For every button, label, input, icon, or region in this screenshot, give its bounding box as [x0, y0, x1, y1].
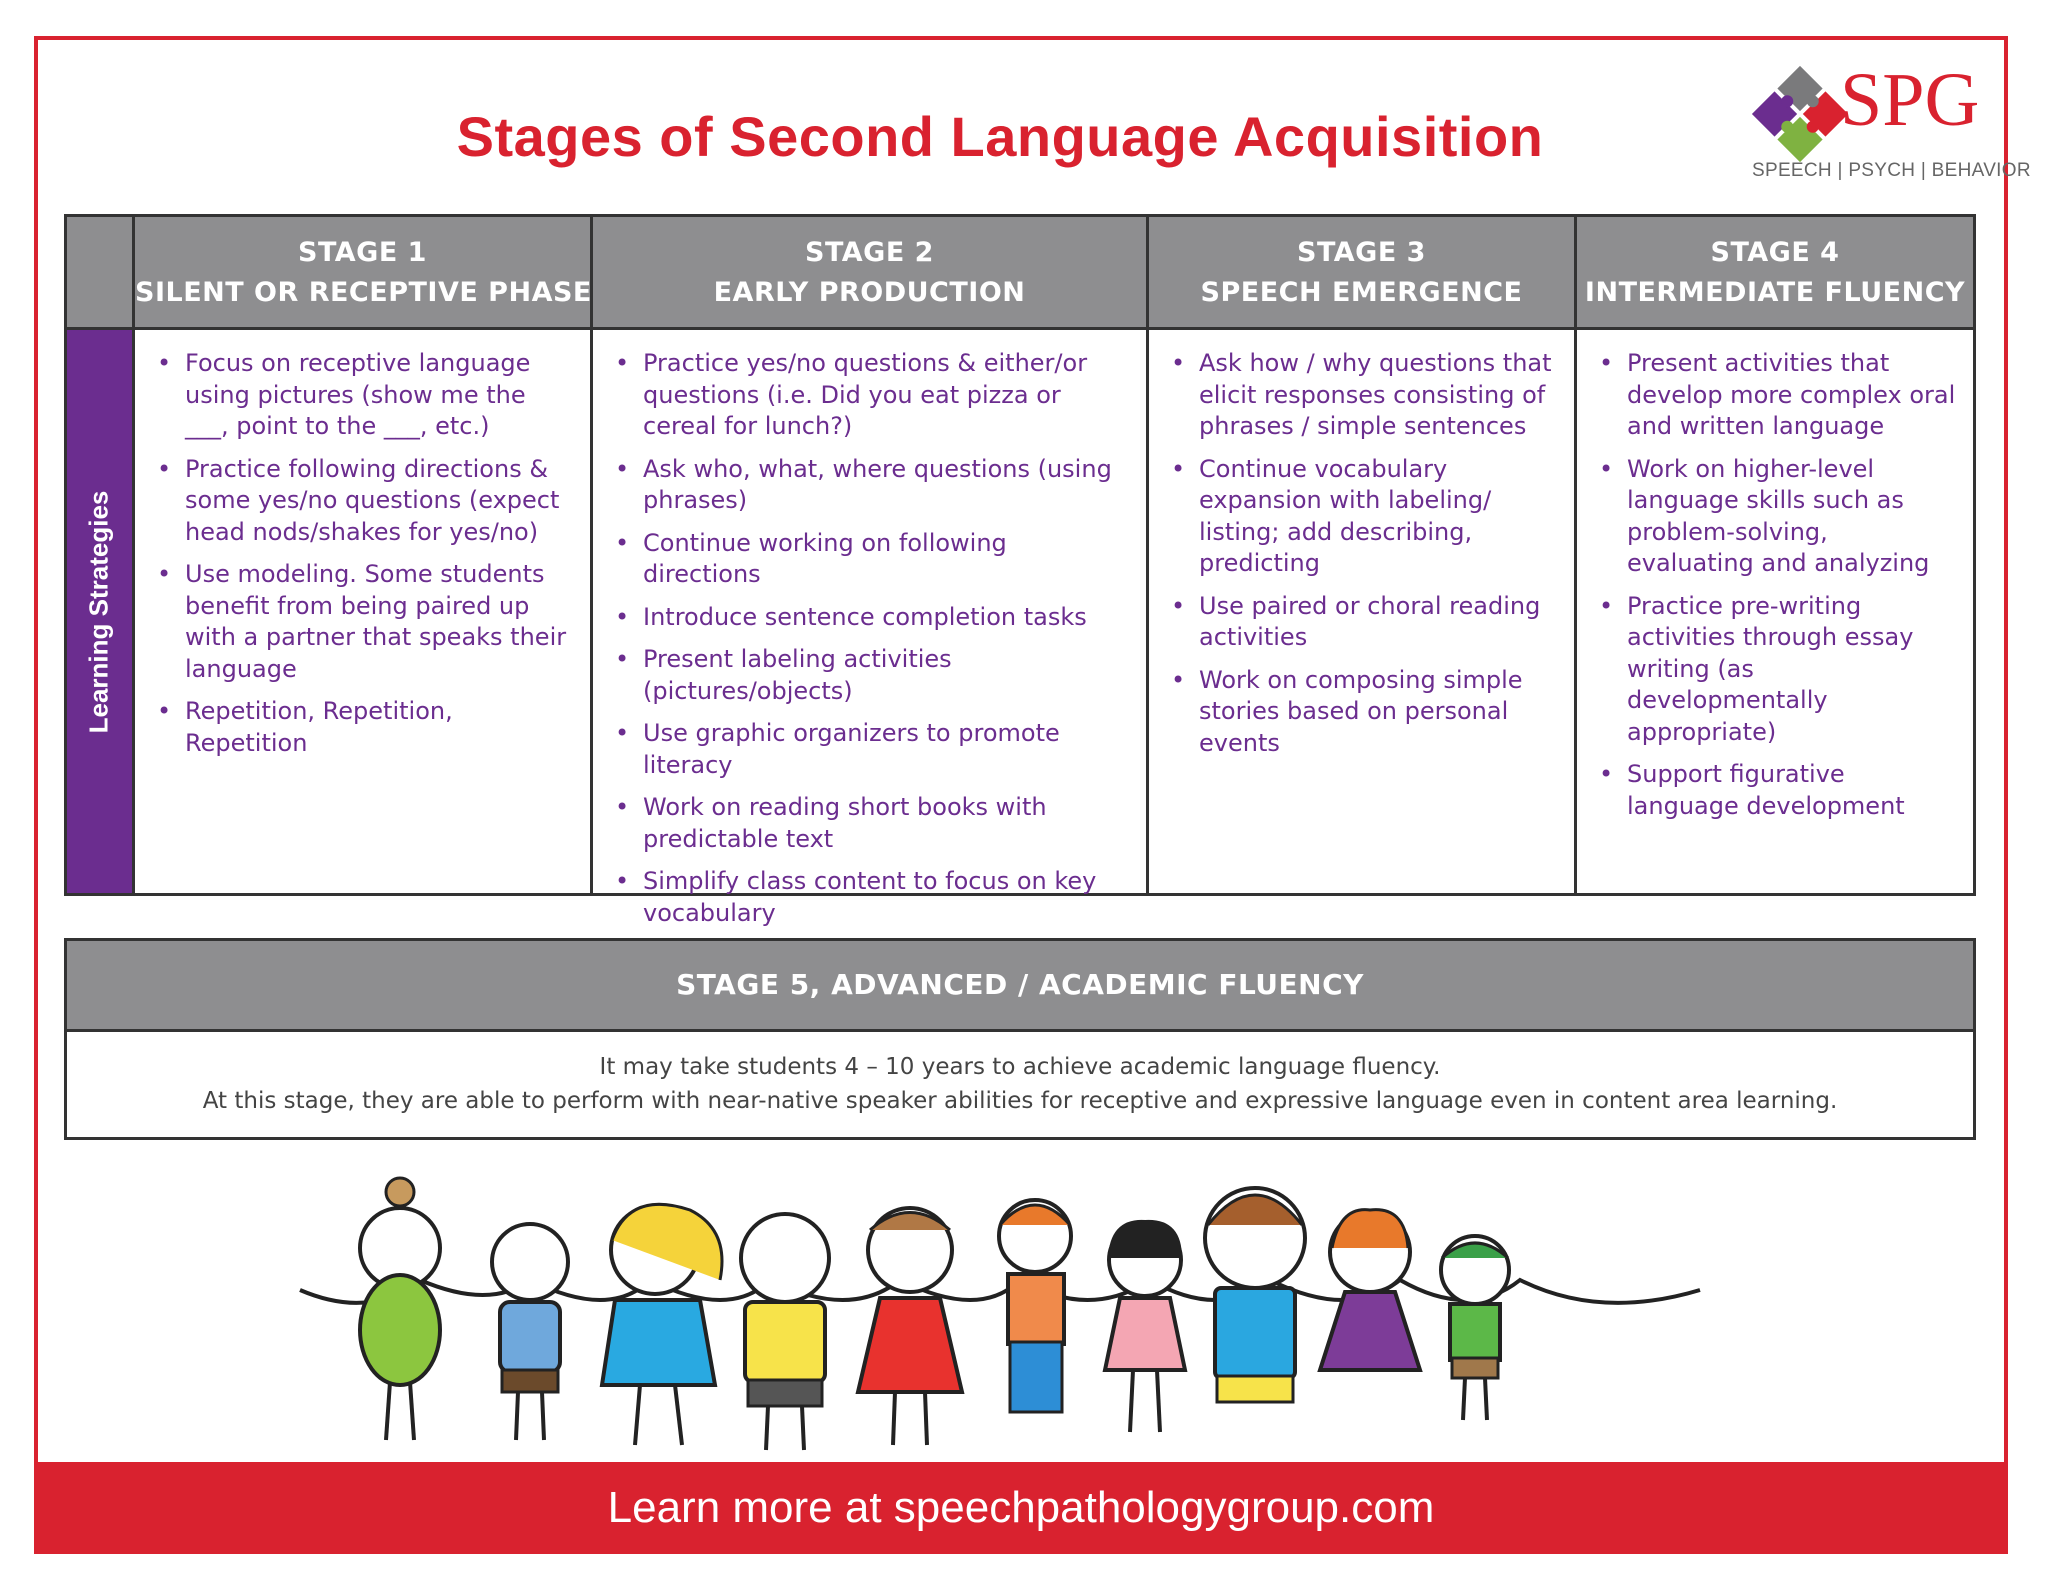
list-item: • Continue vocabulary expansion with labeling/ listing; add describing, predicting: [1199, 454, 1558, 580]
list-item: • Use paired or choral reading activities: [1199, 591, 1558, 654]
stage-5-line-1: It may take students 4 – 10 years to achieve academic language fluency.: [599, 1054, 1441, 1080]
child-figure-6: [999, 1200, 1071, 1412]
stage-3-list: [1149, 330, 1574, 759]
logo-text: SPG: [1840, 58, 1980, 142]
list-item: • Work on reading short books with predictable text: [643, 792, 1130, 855]
list-item: • Ask how / why questions that elicit responses consisting of phrases / simple sentences: [1199, 348, 1558, 443]
child-figure-10: [1441, 1236, 1509, 1420]
list-item: • Present activities that develop more complex oral and written language: [1627, 348, 1957, 443]
child-figure-3: [602, 1204, 722, 1445]
stage-2-name: EARLY PRODUCTION: [713, 277, 1026, 308]
child-figure-1: [360, 1178, 440, 1440]
stage-5-box: [64, 938, 1976, 1140]
list-item: • Work on composing simple stories based on personal events: [1199, 665, 1558, 760]
stage-4-header: [1577, 217, 1973, 330]
child-figure-5: [858, 1208, 962, 1445]
stage-1-column: [135, 217, 593, 893]
list-item: • Use modeling. Some students benefit from being paired up with a partner that speaks their language: [185, 559, 574, 685]
side-header-cell: [67, 217, 135, 330]
stage-4-column: [1577, 217, 1973, 893]
child-figure-4: [741, 1214, 829, 1450]
children-holding-hands-illustration: [290, 1170, 1710, 1460]
child-figure-8: [1205, 1188, 1305, 1402]
learning-strategies-column: [67, 330, 135, 893]
logo-subtitle: SPEECH | PSYCH | BEHAVIOR: [1752, 160, 2031, 181]
stages-table: [64, 214, 1976, 927]
stage-1-header: [135, 217, 590, 330]
stage-3-header: [1149, 217, 1574, 330]
stage-5-line-2: At this stage, they are able to perform with near-native speaker abilities for receptive and expressive language even in content area learning.: [202, 1088, 1838, 1114]
child-figure-2: [492, 1224, 568, 1440]
stage-3-name: SPEECH EMERGENCE: [1200, 277, 1523, 308]
stage-2-number: STAGE 2: [805, 237, 934, 268]
stage-3-number: STAGE 3: [1297, 237, 1426, 268]
stage-4-name: INTERMEDIATE FLUENCY: [1584, 277, 1966, 308]
child-figure-9: [1320, 1210, 1420, 1370]
list-item: • Focus on receptive language using pictures (show me the ___, point to the ___, etc.): [185, 348, 574, 443]
page-title: Stages of Second Language Acquisition: [456, 105, 1544, 168]
list-item: • Ask who, what, where questions (using phrases): [643, 454, 1130, 517]
stage-5-body: [67, 1032, 1973, 1118]
footer-banner: Learn more at speechpathologygroup.com: [34, 1462, 2008, 1554]
list-item: • Repetition, Repetition, Repetition: [185, 696, 574, 759]
stage-1-name: SILENT OR RECEPTIVE PHASE: [135, 277, 592, 308]
stage-3-column: [1149, 217, 1577, 893]
list-item: • Practice pre-writing activities through essay writing (as developmentally appropriate): [1627, 591, 1957, 749]
list-item: • Continue working on following directions: [643, 528, 1130, 591]
list-item: • Present labeling activities (pictures/objects): [643, 644, 1130, 707]
list-item: • Use graphic organizers to promote literacy: [643, 718, 1130, 781]
list-item: • Practice following directions & some yes/no questions (expect head nods/shakes for yes/no): [185, 454, 574, 549]
list-item: • Work on higher-level language skills such as problem-solving, evaluating and analyzing: [1627, 454, 1957, 580]
list-item: • Practice yes/no questions & either/or questions (i.e. Did you eat pizza or cereal for lunch?): [643, 348, 1130, 443]
stage-2-header: [593, 217, 1146, 330]
stage-1-number: STAGE 1: [298, 237, 427, 268]
stage-1-list: [135, 330, 590, 759]
stage-5-header: STAGE 5, ADVANCED / ACADEMIC FLUENCY: [67, 941, 1973, 1032]
child-figure-7: [1105, 1220, 1185, 1432]
stage-2-list: [593, 330, 1146, 929]
list-item: • Introduce sentence completion tasks: [643, 602, 1130, 634]
stage-4-list: [1577, 330, 1973, 822]
learning-strategies-label: Learning Strategies: [83, 490, 114, 734]
stage-4-number: STAGE 4: [1710, 237, 1840, 268]
list-item: • Simplify class content to focus on key vocabulary: [643, 866, 1130, 929]
list-item: • Support figurative language development: [1627, 759, 1957, 822]
stage-2-column: [593, 217, 1149, 927]
